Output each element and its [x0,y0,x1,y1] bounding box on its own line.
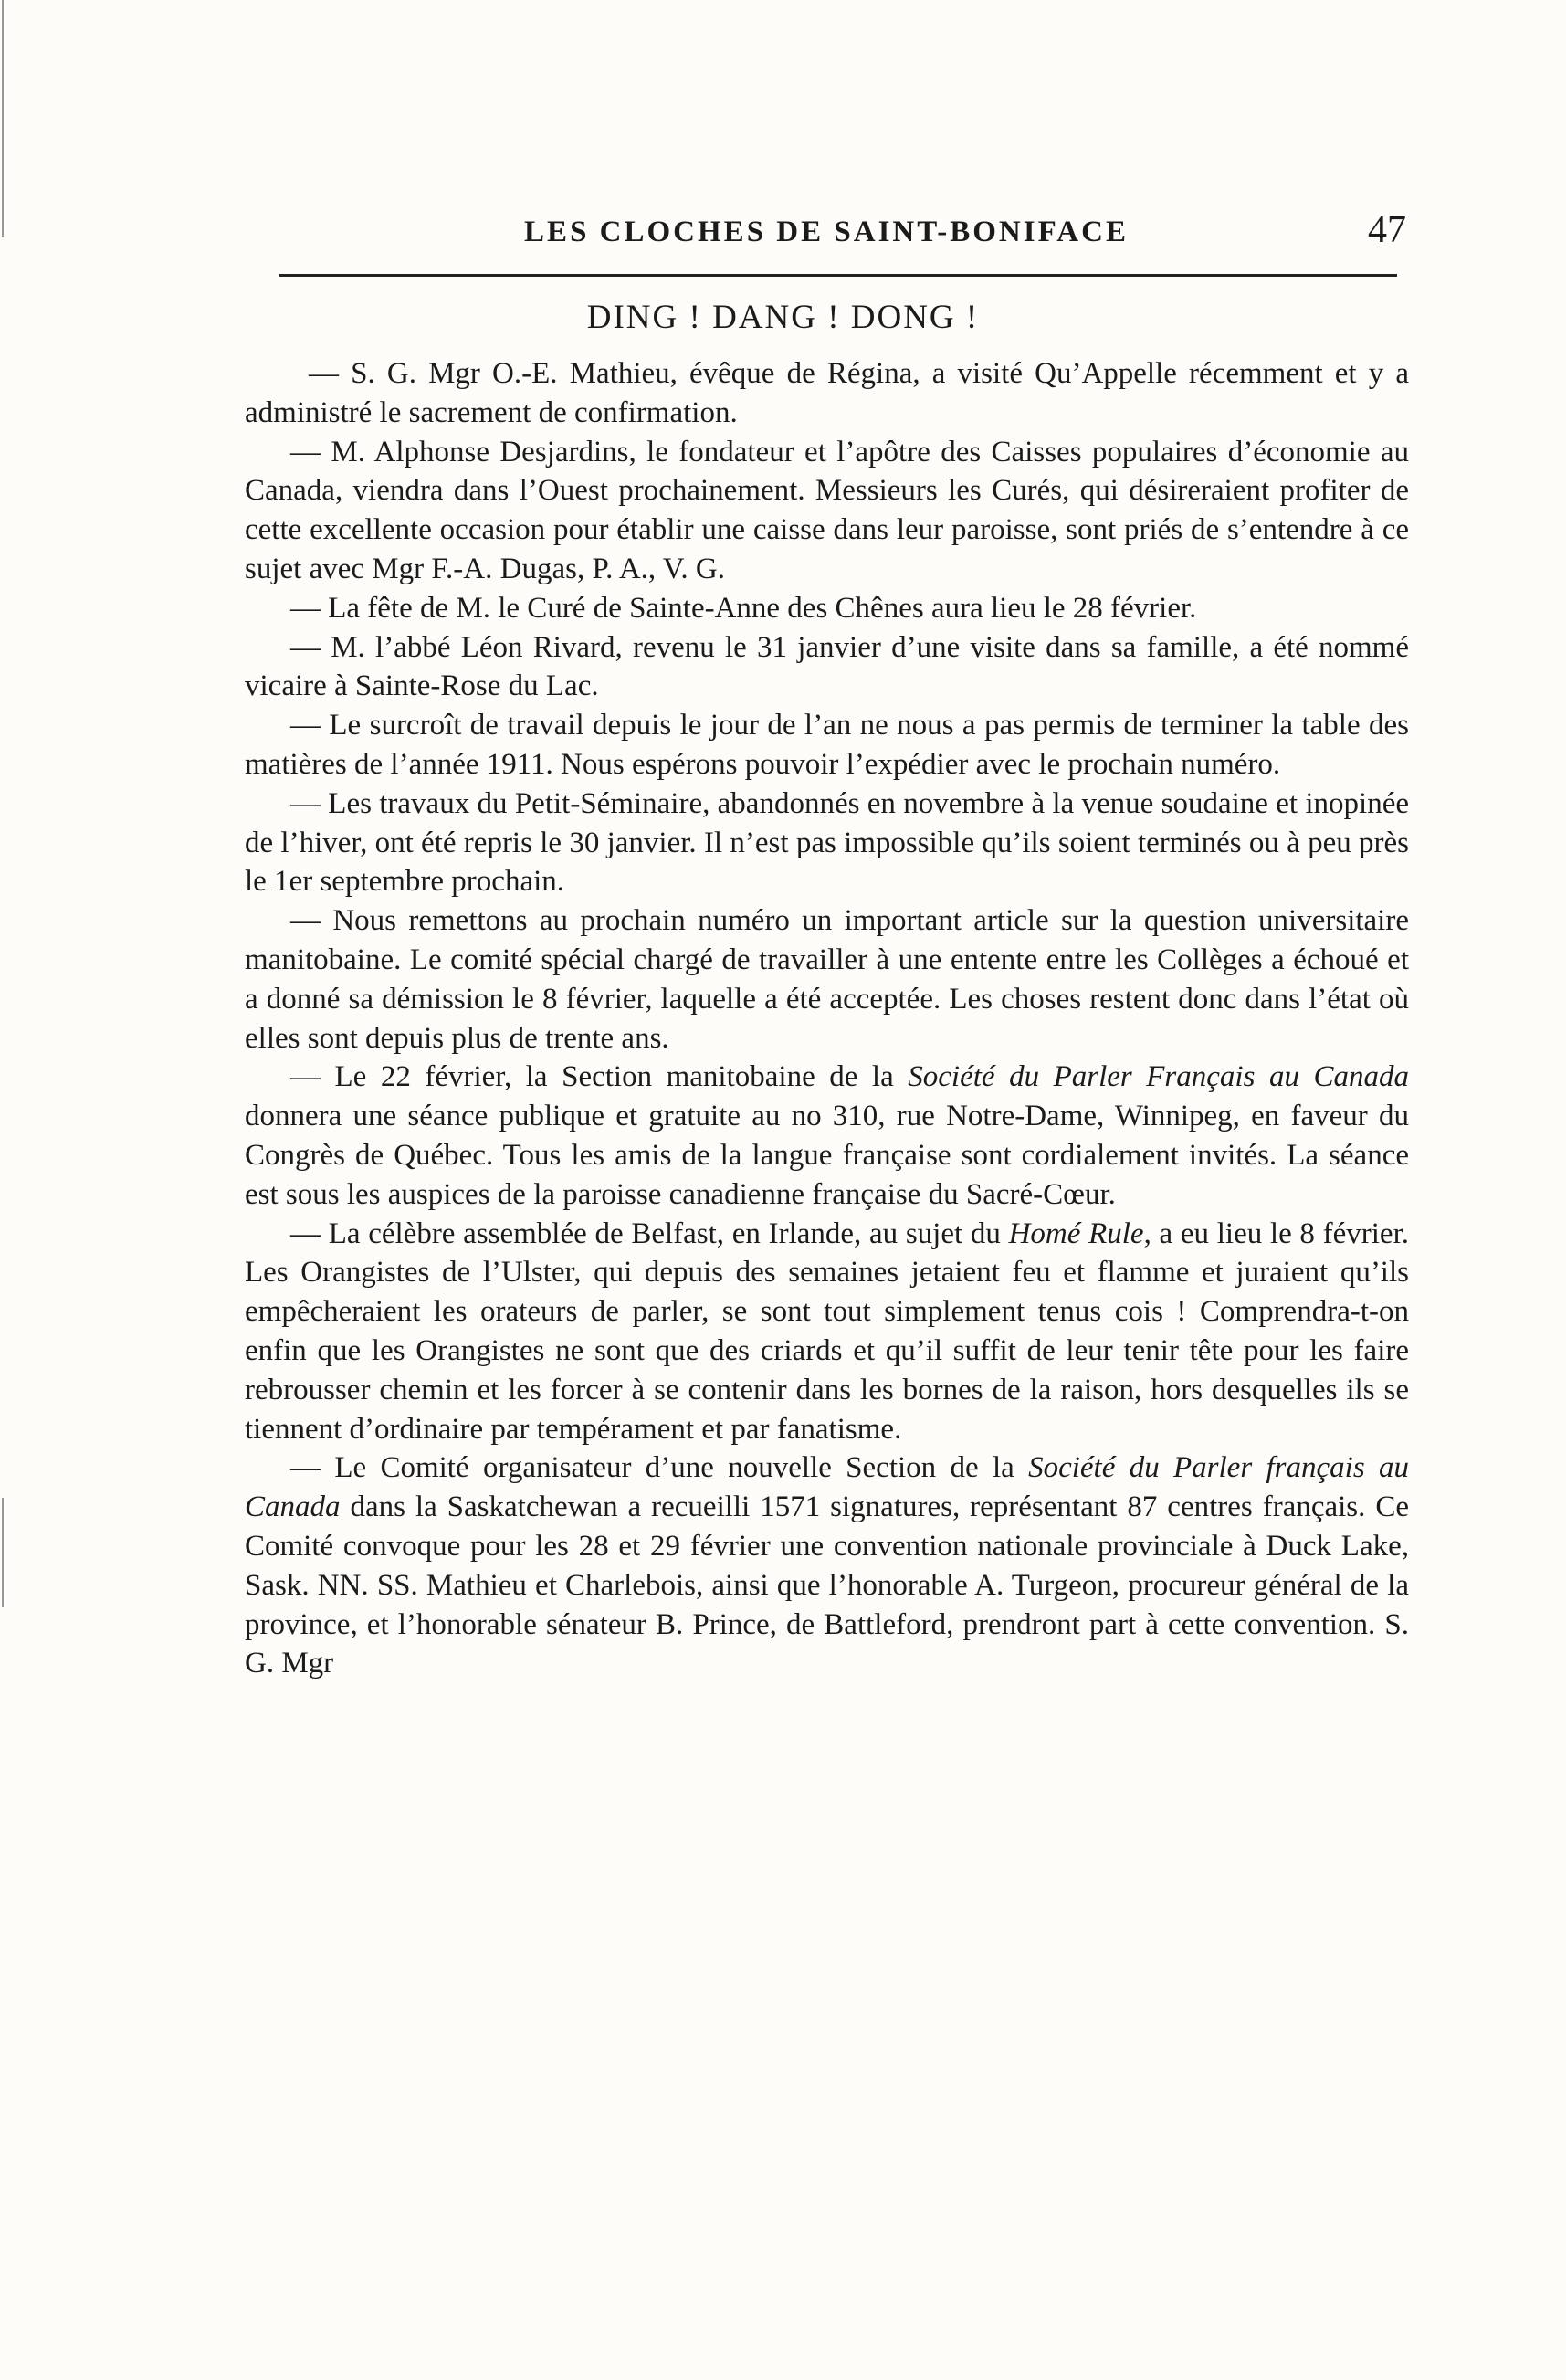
paragraph: — La fête de M. le Curé de Sainte-Anne des Chênes aura lieu le 28 février. [290,591,1197,625]
section-title: DING ! DANG ! DONG ! [586,299,980,336]
paragraph: — La célèbre assemblée de Belfast, en Irlande, au sujet du Homé Rule, a eu lieu le 8 février. Les Orangistes de l’Ulster, qui depuis des semaines jetaient feu et flamme et juraient qu’ils empêcheraient les orateurs de parler, se sont tout simplement tenus cois ! Comprendra-t-on enfin que les Orangistes ne sont que des criards et qu’il suffit de leur tenir tête pour les faire rebrousser chemin et les forcer à se contenir dans les bornes de la raison, hors desquelles ils se tiennent d’ordinaire par tempérament et par fanatisme. [245,1216,1409,1446]
italic-title: Société du Parler Français au Canada [908,1060,1409,1094]
article-body [245,354,1409,1683]
paragraph: — Le Comité organisateur d’une nouvelle Section de la Société du Parler français au Canada dans la Saskatchewan a recueilli 1571 signatures, représentant 87 centres français. Ce Comité convoque pour les 28 et 29 février une convention nationale provinciale à Duck Lake, Sask. NN. SS. Mathieu et Charlebois, ainsi que l’honorable A. Turgeon, procureur général de la province, et l’honorable sénateur B. Prince, de Battleford, prendront part à cette convention. S. G. Mgr [245,1451,1409,1680]
paragraph: — Le surcroît de travail depuis le jour de l’an ne nous a pas permis de terminer la table des matières de l’année 1911. Nous espérons pouvoir l’expédier avec le prochain numéro. [245,709,1409,781]
paragraph: — Nous remettons au prochain numéro un important article sur la question universitaire manitobaine. Le comité spécial chargé de travailler à une entente entre les Collèges a échoué et a donné sa démission le 8 février, laquelle a été acceptée. Les choses restent donc dans l’état où elles sont depuis plus de trente ans. [245,904,1409,1055]
paragraph: — M. Alphonse Desjardins, le fondateur et l’apôtre des Caisses populaires d’économie au Canada, viendra dans l’Ouest prochainement. Messieurs les Curés, qui désireraient profiter de cette excellente occasion pour établir une caisse dans leur paroisse, sont priés de s’entendre à ce sujet avec Mgr F.-A. Dugas, P. A., V. G. [245,435,1409,585]
page-header [247,208,1406,263]
scan-edge-mark [2,0,4,237]
running-title: LES CLOCHES DE SAINT-BONIFACE [524,216,1129,248]
page-number: 47 [1368,209,1406,251]
paragraph: — M. l’abbé Léon Rivard, revenu le 31 janvier d’une visite dans sa famille, a été nommé vicaire à Sainte-Rose du Lac. [245,630,1409,703]
header-rule [279,274,1397,277]
italic-title: Société du Parler français au Canada [245,1451,1409,1524]
paragraph: — S. G. Mgr O.-E. Mathieu, évêque de Régina, a visité Qu’Appelle récemment et y a administré le sacrement de confirmation. [245,357,1409,429]
italic-title: Homé Rule [1008,1216,1144,1250]
paragraph: — Le 22 février, la Section manitobaine de la Société du Parler Français au Canada donnera une séance publique et gratuite au no 310, rue Notre-Dame, Winnipeg, en faveur du Congrès de Québec. Tous les amis de la langue française sont cordialement invités. La séance est sous les auspices de la paroisse canadienne française du Sacré-Cœur. [245,1060,1409,1211]
paragraph: — Les travaux du Petit-Séminaire, abandonnés en novembre à la venue soudaine et inopinée de l’hiver, ont été repris le 30 janvier. Il n’est pas impossible qu’ils soient terminés ou à peu près le 1er septembre prochain. [245,786,1409,899]
scan-edge-mark [2,1498,4,1607]
